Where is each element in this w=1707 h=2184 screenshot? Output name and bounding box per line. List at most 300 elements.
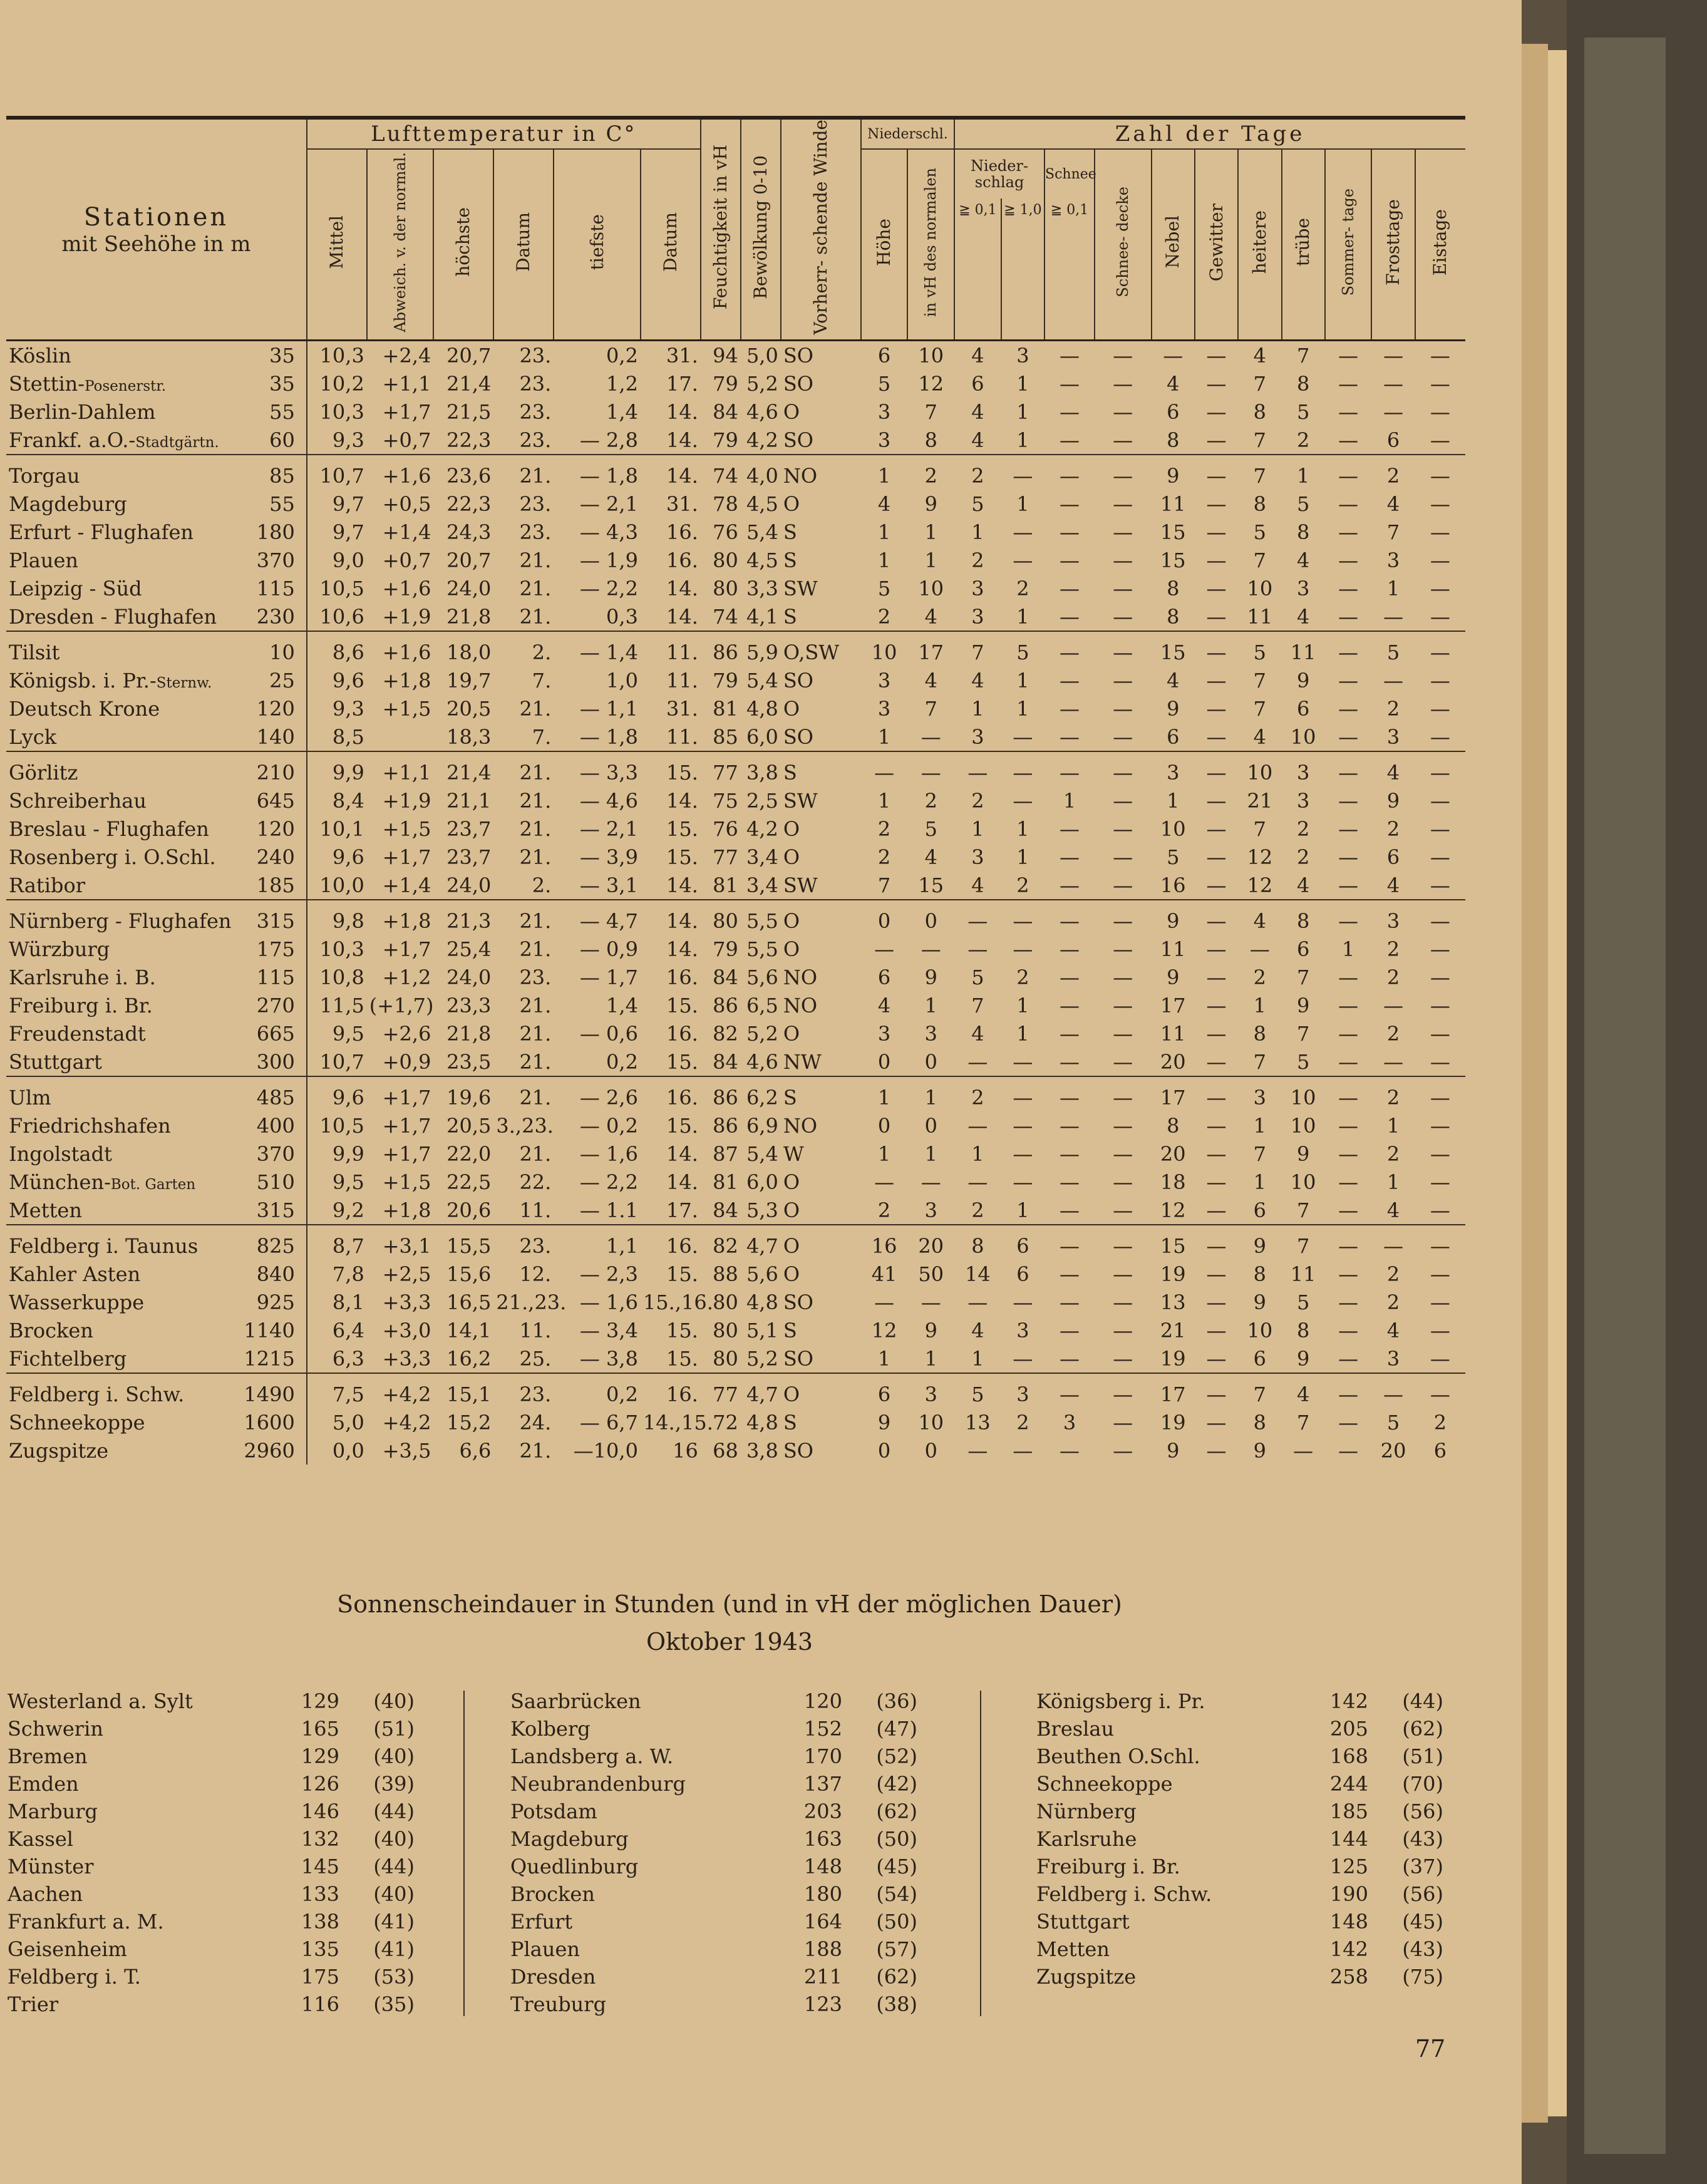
sunshine-percent: (39)	[373, 1772, 415, 1796]
cell-13: 1	[924, 520, 937, 544]
sunshine-percent: (51)	[373, 1717, 415, 1741]
cell-21: 7	[1296, 1021, 1310, 1046]
cell-4: +1,6	[367, 631, 434, 666]
cell-20: 6	[1253, 1198, 1267, 1222]
cell-20: 7	[1253, 816, 1267, 841]
cell-11: SO	[783, 1290, 813, 1314]
cell-10: 5,2	[746, 371, 778, 396]
cell-18: 6	[1167, 399, 1180, 424]
cell-7: 1,0	[606, 668, 638, 693]
sunshine-hours: 129	[301, 1744, 339, 1768]
cell-23: 4	[1371, 751, 1415, 786]
cell-10: 4,1	[746, 604, 778, 629]
sunshine-percent: (40)	[373, 1827, 415, 1851]
cell-2: 1215	[214, 1344, 307, 1373]
cell-19: —	[1206, 1170, 1227, 1194]
cell-9: 80	[701, 900, 741, 935]
cell-19: —	[1206, 965, 1227, 989]
cell-5: 21,1	[446, 788, 492, 813]
sunshine-col-3	[1036, 1687, 1443, 1991]
cell-9: 81	[713, 873, 738, 897]
cell-21: 8	[1296, 1318, 1310, 1342]
cell-24: —	[1415, 631, 1465, 666]
cell-10: 6,0	[746, 1170, 778, 1194]
cell-19: —	[1206, 845, 1227, 869]
cell-20: 8	[1253, 1410, 1267, 1435]
cell-15: —	[1001, 455, 1044, 490]
cell-5: 18,3	[446, 724, 492, 749]
cell-2: 230	[214, 602, 307, 631]
cell-15: —	[1013, 1113, 1033, 1138]
cell-17: —	[1113, 937, 1133, 961]
sunshine-hours: 148	[1329, 1910, 1368, 1934]
cell-12: 0	[877, 1113, 891, 1138]
cell-6: 23.	[519, 399, 552, 424]
sunshine-hours: 133	[301, 1882, 339, 1906]
cell-24: —	[1430, 845, 1450, 869]
cell-7: — 1,8	[554, 455, 641, 490]
sunshine-row	[510, 1770, 917, 1798]
cell-16: —	[1060, 724, 1080, 749]
cell-7: — 4,7	[554, 900, 641, 935]
cell-12: 1	[877, 724, 891, 749]
cell-8: 16.	[641, 1076, 701, 1111]
cell-16: —	[1060, 1438, 1080, 1463]
cell-24: —	[1430, 520, 1450, 544]
cell-24: —	[1430, 1262, 1450, 1286]
cell-3: 9,8	[307, 900, 367, 935]
cell-18: 5	[1167, 845, 1180, 869]
sunshine-row	[510, 1908, 917, 1935]
cell-23: 4	[1386, 873, 1400, 897]
cell-21: 10	[1290, 1170, 1316, 1194]
cell-12: 4	[877, 993, 891, 1017]
cell-15: 1	[1016, 845, 1029, 869]
cell-5: 21,8	[446, 604, 492, 629]
cell-14: —	[967, 1049, 988, 1074]
wind-header: Vorherr- schende Winde	[781, 118, 861, 341]
cell-11: O	[781, 1373, 861, 1408]
cell-13: 0	[924, 1438, 937, 1463]
cell-17: —	[1113, 845, 1133, 869]
cell-7: —10,0	[573, 1438, 638, 1463]
cell-12: 3	[877, 399, 891, 424]
cell-13: 0	[924, 1113, 937, 1138]
cell-8: 14.	[641, 900, 701, 935]
cell-23: 2	[1386, 1290, 1400, 1314]
cell-19: —	[1206, 1438, 1227, 1463]
cell-24: —	[1430, 1049, 1450, 1074]
station-name: Feldberg i. Schw.	[6, 1373, 214, 1408]
sunshine-hours: 244	[1329, 1772, 1368, 1796]
station-header: Stationen mit Seehöhe in m	[61, 202, 251, 257]
cell-22: —	[1338, 668, 1359, 693]
cell-4: +0,7	[382, 548, 431, 572]
cell-18: 12	[1160, 1198, 1186, 1222]
station-name: Würzburg	[9, 937, 110, 961]
summer-header: Sommer- tage	[1325, 149, 1372, 341]
cell-14: 7	[971, 993, 984, 1017]
cell-11: O,SW	[781, 631, 861, 666]
cell-18: 17	[1152, 1373, 1195, 1408]
station-name: Tilsit	[6, 631, 214, 666]
station-row	[6, 369, 1465, 398]
cell-13: 5	[924, 816, 937, 841]
cell-5: 23,7	[446, 845, 492, 869]
cell-18: 6	[1167, 724, 1180, 749]
sunshine-row	[8, 1825, 415, 1853]
cell-22: —	[1325, 631, 1372, 666]
cell-13: 17	[907, 631, 954, 666]
cell-16: —	[1060, 696, 1080, 721]
cell-11: O	[783, 937, 800, 961]
cell-2: 665	[214, 1019, 307, 1048]
cell-24: —	[1430, 965, 1450, 989]
cell-16: —	[1044, 631, 1095, 666]
cell-7: — 1,8	[579, 724, 638, 749]
cell-13: 1	[924, 1346, 937, 1371]
cell-16: 3	[1063, 1410, 1076, 1435]
cell-21: 2	[1296, 428, 1310, 452]
sunshine-row	[510, 1935, 917, 1963]
cell-19: —	[1206, 1049, 1227, 1074]
cell-7: — 3,9	[579, 845, 638, 869]
cell-20: 7	[1238, 455, 1281, 490]
cell-2: 1600	[214, 1408, 307, 1436]
cell-12: 16	[861, 1225, 908, 1260]
cell-10: 6,9	[746, 1113, 778, 1138]
sunshine-station: Neubrandenburg	[510, 1772, 686, 1796]
cell-18: 16	[1160, 873, 1186, 897]
cell-3: 8,1	[332, 1290, 364, 1314]
cell-13: 10	[918, 1410, 944, 1435]
station-row	[6, 963, 1465, 991]
sunshine-row	[510, 1825, 917, 1853]
sunshine-percent: (45)	[876, 1855, 917, 1878]
cell-13: 4	[924, 604, 937, 629]
cell-8: 16.	[641, 1225, 701, 1260]
cell-4: +1,9	[382, 788, 431, 813]
sunshine-hours: 125	[1329, 1855, 1368, 1878]
cell-21: 8	[1296, 520, 1310, 544]
cell-16: —	[1060, 1141, 1080, 1166]
cell-11: S	[781, 1076, 861, 1111]
sunshine-station: Erfurt	[510, 1910, 573, 1934]
cell-5: 23,3	[446, 993, 492, 1017]
cell-16: —	[1060, 576, 1080, 600]
cell-20: 5	[1238, 631, 1281, 666]
cell-5: 21,4	[433, 751, 493, 786]
cell-5: 25,4	[446, 937, 492, 961]
cell-24: —	[1430, 937, 1450, 961]
cell-10: 5,3	[746, 1198, 778, 1222]
cell-15: 2	[1016, 576, 1029, 600]
cell-21: 5	[1296, 399, 1310, 424]
cell-18: 20	[1160, 1049, 1186, 1074]
cell-19: —	[1195, 900, 1238, 935]
cell-19: —	[1206, 1141, 1227, 1166]
sunshine-percent: (62)	[876, 1800, 917, 1823]
cell-7: 1,4	[606, 399, 638, 424]
days-header: Zahl der Tage	[954, 118, 1465, 149]
sunshine-row	[1036, 1880, 1443, 1908]
cell-24: —	[1430, 1346, 1450, 1371]
cell-4: +1,9	[382, 604, 431, 629]
cell-2: 140	[214, 723, 307, 751]
station-row	[6, 1344, 1465, 1373]
cell-9: 81	[713, 696, 738, 721]
sunshine-row	[1036, 1963, 1443, 1991]
cell-5: 20,5	[446, 696, 492, 721]
sunshine-hours: 137	[803, 1772, 842, 1796]
cell-13: 3	[924, 1198, 937, 1222]
cell-15: 6	[1001, 1225, 1044, 1260]
cell-3: 7,5	[307, 1373, 367, 1408]
cell-13: —	[921, 937, 941, 961]
weather-table	[6, 116, 1465, 1465]
cell-8: 14.	[666, 576, 698, 600]
cell-22: —	[1338, 873, 1359, 897]
cell-16: —	[1060, 816, 1080, 841]
sunshine-hours: 165	[301, 1717, 339, 1741]
cell-4: +3,0	[382, 1318, 431, 1342]
cell-17: —	[1113, 668, 1133, 693]
cell-14: 4	[971, 428, 984, 452]
cell-13: —	[921, 1170, 941, 1194]
sunshine-row	[1036, 1908, 1443, 1935]
sunshine-hours: 211	[803, 1965, 842, 1989]
cell-7: — 2,2	[579, 1170, 638, 1194]
cell-11: O	[783, 816, 800, 841]
cell-12: 2	[877, 845, 891, 869]
cell-5: 24,3	[446, 520, 492, 544]
station-row	[6, 1288, 1465, 1316]
cell-21: 7	[1296, 1410, 1310, 1435]
sunshine-row	[1036, 1770, 1443, 1798]
min-date-header: Datum	[641, 149, 701, 341]
sunshine-hours: 203	[803, 1800, 842, 1823]
station-name: Fichtelberg	[9, 1346, 127, 1371]
sunshine-hours: 188	[803, 1937, 842, 1961]
cell-20: 7	[1253, 696, 1267, 721]
cell-21: 5	[1296, 492, 1310, 516]
sunshine-station: Metten	[1036, 1937, 1110, 1961]
cell-13: 10	[918, 576, 944, 600]
cell-4: +1,6	[367, 455, 434, 490]
sunshine-percent: (41)	[373, 1910, 415, 1934]
cell-20: 9	[1253, 1290, 1267, 1314]
sunshine-row	[1036, 1825, 1443, 1853]
cell-8: 31.	[666, 492, 698, 516]
cell-22: —	[1338, 1021, 1359, 1046]
cell-15: 1	[1016, 993, 1029, 1017]
station-row	[6, 1111, 1465, 1140]
cell-19: —	[1195, 455, 1238, 490]
cell-7: — 0,6	[579, 1021, 638, 1046]
cell-15: 1	[1016, 696, 1029, 721]
cell-13: 15	[918, 873, 944, 897]
station-name: Leipzig - Süd	[9, 576, 142, 600]
cell-18: 1	[1167, 788, 1180, 813]
sunshine-station: Beuthen O.Schl.	[1036, 1744, 1200, 1768]
cell-9: 76	[713, 520, 738, 544]
sunshine-subtitle: Oktober 1943	[646, 1628, 813, 1656]
cell-8: 15.	[666, 816, 698, 841]
cell-14: 2	[971, 548, 984, 572]
cell-6: 21.	[519, 548, 552, 572]
cell-17: —	[1113, 1198, 1133, 1222]
sunshine-station: Breslau	[1036, 1717, 1115, 1741]
cell-17: —	[1095, 1225, 1152, 1260]
cell-11: SO	[783, 668, 813, 693]
cell-16: —	[1060, 399, 1080, 424]
station-name: Karlsruhe i. B.	[9, 965, 156, 989]
cell-24: —	[1430, 576, 1450, 600]
cell-4: +3,5	[382, 1438, 431, 1463]
cell-15: 1	[1016, 428, 1029, 452]
cell-9: 86	[713, 993, 738, 1017]
cell-7: — 1,6	[579, 1290, 638, 1314]
cell-2: 180	[214, 518, 307, 546]
cell-6: 23.	[519, 520, 552, 544]
cell-9: 88	[713, 1262, 738, 1286]
cell-22: —	[1338, 1262, 1359, 1286]
cell-16: —	[1044, 1373, 1095, 1408]
cell-18: 11	[1160, 1021, 1186, 1046]
precip-pct-header: in vH des normalen	[907, 149, 954, 341]
cell-14: 2	[971, 788, 984, 813]
cell-20: 10	[1238, 751, 1281, 786]
cell-24: —	[1430, 1290, 1450, 1314]
cell-9: 84	[713, 399, 738, 424]
cell-7: — 0,9	[579, 937, 638, 961]
cell-5: 23,6	[433, 455, 493, 490]
cell-22: —	[1338, 696, 1359, 721]
cell-14: —	[967, 1113, 988, 1138]
sunshine-station: Königsberg i. Pr.	[1036, 1689, 1205, 1713]
cell-14: 4	[971, 873, 984, 897]
cell-11: S	[781, 751, 861, 786]
cell-19: —	[1206, 724, 1227, 749]
cell-13: 1	[924, 993, 937, 1017]
cell-8: 11.	[666, 724, 698, 749]
cell-23: 6	[1386, 845, 1400, 869]
cell-11: NO	[783, 965, 818, 989]
cell-14: 1	[971, 696, 984, 721]
cell-10: 4,2	[746, 428, 778, 452]
station-name: Kahler Asten	[9, 1262, 141, 1286]
cell-9: 80	[713, 576, 738, 600]
cell-20: 8	[1253, 1262, 1267, 1286]
cell-12: 3	[877, 668, 891, 693]
cell-9: 80	[713, 548, 738, 572]
cell-2: 370	[214, 546, 307, 574]
cell-19: —	[1206, 1410, 1227, 1435]
cell-23: 2	[1386, 1262, 1400, 1286]
cell-3: 9,5	[332, 1021, 364, 1046]
sunshine-percent: (43)	[1402, 1937, 1443, 1961]
sunshine-hours: 185	[1329, 1800, 1368, 1823]
station-row	[6, 490, 1465, 518]
cell-21: 1	[1282, 455, 1325, 490]
cell-20: 7	[1253, 668, 1267, 693]
cell-24: —	[1430, 492, 1450, 516]
cell-23: —	[1383, 1049, 1404, 1074]
cell-20: 2	[1253, 965, 1267, 989]
cell-18: 8	[1167, 604, 1180, 629]
cell-14: 7	[954, 631, 1001, 666]
sunshine-station: Schneekoppe	[1036, 1772, 1173, 1796]
cell-8: 15.	[666, 1318, 698, 1342]
cell-2: 315	[214, 1196, 307, 1225]
station-row	[6, 1168, 1465, 1196]
cell-14: 4	[971, 1318, 984, 1342]
cell-3: 10,0	[319, 873, 364, 897]
cell-7: 0,2	[606, 343, 638, 368]
cell-9: 80	[713, 1346, 738, 1371]
cell-6: 21.	[519, 1021, 552, 1046]
cell-7: 1,2	[606, 371, 638, 396]
cell-11: O	[783, 399, 800, 424]
cell-24: —	[1430, 1021, 1450, 1046]
min-header: tiefste	[554, 149, 641, 341]
cell-4: +3,3	[382, 1346, 431, 1371]
sunshine-station: Zugspitze	[1036, 1965, 1137, 1989]
humidity-header: Feuchtigkeit in vH	[701, 118, 741, 341]
cell-13: 50	[918, 1262, 944, 1286]
cell-8: 14.	[641, 455, 701, 490]
cell-17: —	[1113, 1262, 1133, 1286]
sunshine-station: Feldberg i. T.	[8, 1965, 141, 1989]
cell-22: —	[1338, 576, 1359, 600]
sunshine-percent: (44)	[373, 1855, 415, 1878]
cell-6: 21.	[519, 604, 552, 629]
cell-10: 5,5	[741, 900, 781, 935]
cell-18: —	[1163, 343, 1184, 368]
cell-20: 21	[1247, 788, 1273, 813]
cell-21: 10	[1290, 724, 1316, 749]
cell-3: 0,0	[332, 1438, 364, 1463]
cell-14: 3	[971, 576, 984, 600]
cell-5: 21,4	[446, 371, 492, 396]
cell-23: —	[1371, 1373, 1415, 1408]
cell-11: SO	[783, 343, 813, 368]
cell-12: 41	[871, 1262, 897, 1286]
cell-21: 7	[1296, 343, 1310, 368]
cell-12: 1	[877, 1141, 891, 1166]
cell-14: —	[967, 1438, 988, 1463]
station-row	[6, 871, 1465, 900]
cell-7: — 3,8	[579, 1346, 638, 1371]
cell-19: —	[1206, 343, 1227, 368]
cell-7: — 2,8	[579, 428, 638, 452]
cell-22: —	[1338, 788, 1359, 813]
cell-18: 11	[1160, 937, 1186, 961]
cell-7: — 0,2	[579, 1113, 638, 1138]
cell-18: 20	[1160, 1141, 1186, 1166]
sunshine-row	[1036, 1687, 1443, 1715]
cell-19: —	[1195, 631, 1238, 666]
cell-15: 1	[1016, 604, 1029, 629]
cell-2: 400	[214, 1111, 307, 1140]
cell-23: 1	[1386, 1113, 1400, 1138]
cell-10: 5,1	[746, 1318, 778, 1342]
cell-11: O	[781, 1225, 861, 1260]
cell-22: —	[1338, 1290, 1359, 1314]
cell-2: 1490	[214, 1373, 307, 1408]
station-row	[6, 1225, 1465, 1260]
cell-15: 2	[1016, 965, 1029, 989]
